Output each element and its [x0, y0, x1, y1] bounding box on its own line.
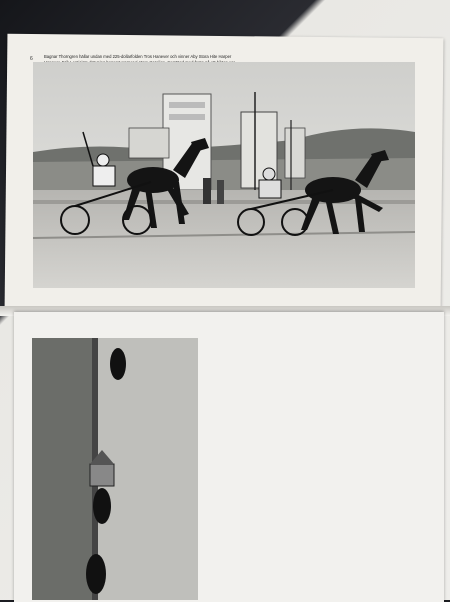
trotter-sideways-photo	[32, 338, 198, 600]
page-number: 6	[30, 56, 33, 62]
text-column-3	[314, 322, 364, 600]
text-column-2	[258, 322, 308, 600]
text-column-1	[210, 322, 260, 600]
photo-caption-top: Bagnar Thorngren hällar undan med 225-dollarfolden Tros Hanever och vinner Aby Stora Hite Harper	[44, 54, 232, 59]
harness-racing-photo	[33, 62, 415, 288]
text-column-4	[370, 322, 420, 600]
